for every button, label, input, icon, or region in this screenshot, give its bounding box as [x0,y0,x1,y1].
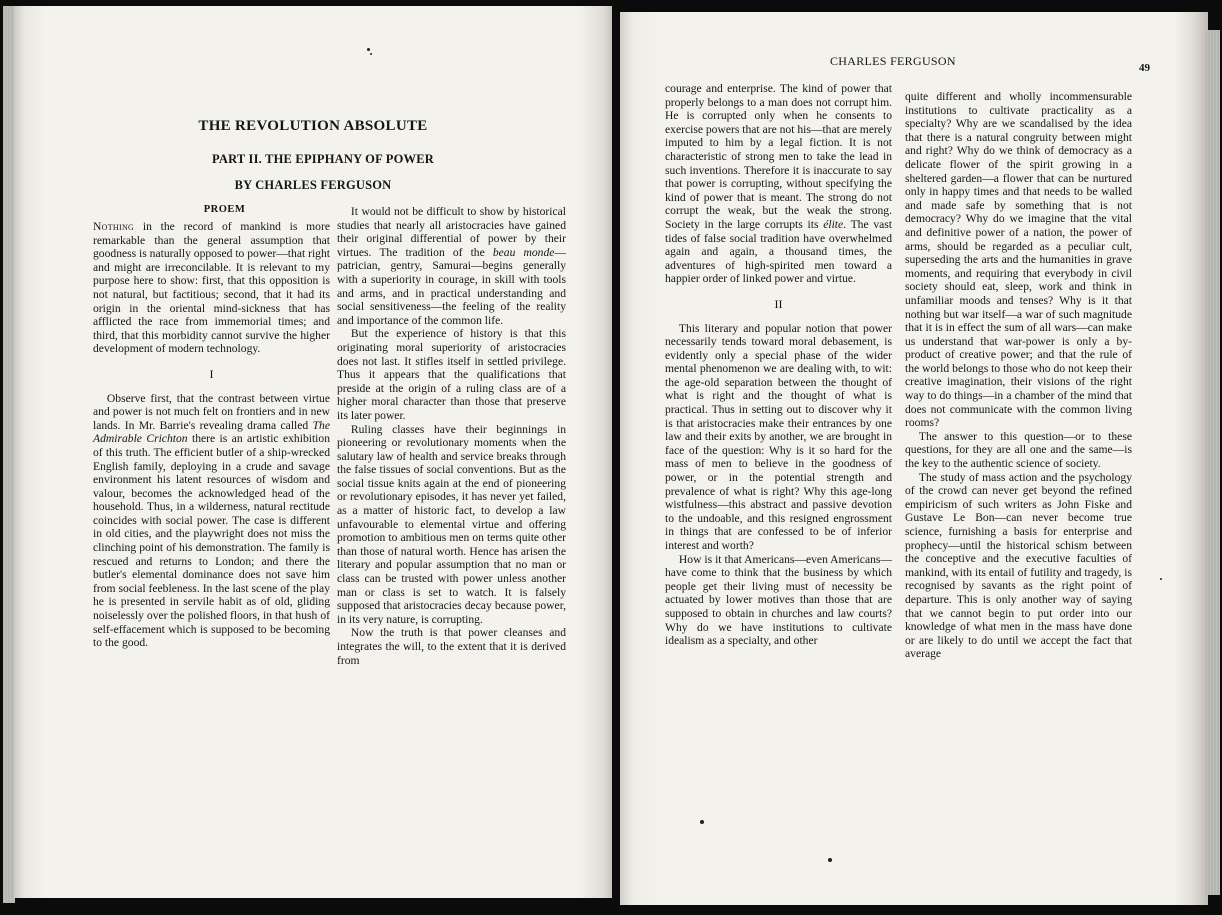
body-paragraph: The answer to this question—or to these questions, for they are all one and the same—is the key to the authentic science of society. [905,429,1132,471]
body-paragraph: How is it that Americans—even Americans—have come to think that the business by which people get their living must of necessity be actuated by lower motives than those that are supposed to obtain in churches and law courts? Why do we have institutions to cultivate idealism as a specialty, and other [665,552,892,648]
left-page [14,6,612,898]
article-title: THE REVOLUTION ABSOLUTE [198,118,428,134]
book-edge-right [1206,30,1220,895]
section-numeral-ii: II [774,296,783,311]
section-numeral-i: I [209,366,214,381]
running-head: CHARLES FERGUSON [830,54,956,68]
italic-phrase: beau monde [492,245,555,259]
article-byline: BY CHARLES FERGUSON [234,178,392,192]
italic-title: The Admirable Crichton [93,418,330,446]
print-speck [828,858,832,862]
body-paragraph: This literary and popular notion that power necessarily tends toward moral debasement, is evidently only a special phase of the wider mental phenomenon we are dealing with, to wit: the age-old separation between the thought of what is right and the thought of what is practical. Thus in setting out to discover why it is that aristocracies make their entrances by one law and their exits by another, we are brought in face of the question: Why is it so hard for the mass of men to believe in the goodness of power, or in the potential strength and prevalence of what is right? Why this age-long wistfulness—this abstract and passive devotion to the undoable, and this resigned engrossment in things that are confessed to be of inferior interest and worth? [665,321,892,552]
body-paragraph: The study of mass action and the psychology of the crowd can never get beyond the refined empiricism of such writers as John Fiske and Gustave Le Bon—can never become true science, furnishing a basis for enterprise and prophecy—until the historical schism between the conceptive and the executive faculties of mankind, with its entail of futility and tragedy, is recognised by savants as the right point of departure. This is only another way of saying that we cannot begin to put order into our knowledge of what men in the mass have done or are likely to do until we accept the fact that average [905,470,1132,661]
body-paragraph: But the experience of history is that this originating moral superiority of aristocracies does not last. It stifles itself in settled privilege. Thus it appears that the qualifications that preside at the origin of a ruling class are of a higher moral character than those that preserve its later power. [337,327,566,422]
body-paragraph: Observe first, that the contrast between virtue and power is not much felt on frontiers and in new lands. In Mr. Barrie's revealing drama called The Admirable Crichton there is an artistic exhibition of this truth. The efficient butler of a ship-wrecked English family, deploying in a crude and savage environment his latent resources of wisdom and valour, becomes the acknowledged head of the household. Thus, in a wilderness, natural rectitude coincides with social power. The case is different in old cities, and the playwright does not miss the clinching point of his demonstration. The family is rescued and returns to London; and there the butler's elemental dominance does not save him from social feebleness. In the last scene of the play he is presented in servile habit as of old, gliding noiselessly over the polished floors, in that hush of self-effacement which is supposed to be becoming to the good. [93,391,330,650]
left-column-2 [337,205,566,667]
right-column-1 [665,82,892,648]
body-paragraph: courage and enterprise. The kind of power that properly belongs to a man does not corrupt him. He is corrupted only when he consents to exercise powers that are not his—that are merely imputed to him by a legal fiction. It is not characteristic of strong men to take the lead in such inventions. Therefore it is inaccurate to say that power is corrupting, without specifying the kind of power that is meant. The strong do not corrupt the weak, but the weak the strong. Society in the large corrupts its élite. The vast tides of false social tradition have overwhelmed again and again, a thousand times, the adventures of high-spirited men toward a happier order of linked power and virtue. [665,82,893,286]
article-subtitle: PART II. THE EPIPHANY OF POWER [211,152,434,166]
body-paragraph: It would not be difficult to show by historical studies that nearly all aristocracies have gained their original differential of power by their virtues. The tradition of the beau monde—patrician, gentry, Samurai—begins generally with a superiority in courage, in skill with tools and arms, and in practical understanding and social sensitiveness—the feeling of the reality and importance of the common life. [337,205,566,327]
body-paragraph: quite different and wholly incommensurable institutions to cultivate practicality as a specialty? Why are we scandalised by the idea that there is a natural congruity between might and right? Why do we think of democracy as a delicate flower of the spirit growing in a sheltered garden—a flower that can be nurtured only in happy times and that needs to be walled and made safe by something that is not democracy? Why do we imagine that the vital and definitive power of a nation, the power of arms, should be regarded as a peculiar cult, superseding the arts and the humanities in grave moments, and requiring that everybody in civil society should eat, sleep, work and think in unfamiliar moods and tenses? Why is it that nothing but war itself—a war of such magnitude that it is in effect the sum of all wars—can make us understand that war-power is only a by-product of creative power; and that the rule of the world belongs to those who do not keep their creative imagination, their visions of the right way to do things—in a chamber of the mind that does not communicate with the common living rooms? [905,90,1132,430]
proem-paragraph: Nothing in the record of mankind is more remarkable than the general assumption that goodness is naturally opposed to power—that right and might are irreconcilable. It is relevant to my purpose here to show: first, that this opposition is not natural, but factitious; second, that it had its origin in the oriental mind-sickness that has afflicted the race from immemorial times; and third, that this morbidity cannot survive the higher development of modern technology. [93,220,330,356]
right-page [620,12,1208,905]
drop-word: Nothing [93,220,135,233]
print-speck [370,53,372,55]
proem-heading: PROEM [203,204,246,215]
body-paragraph: Ruling classes have their beginnings in pioneering or revolutionary moments when the salutary law of health and service breaks through the false tissues of social conventions. But as the social tissue knits again at the end of pioneering or revolutionary episodes, it has never yet failed, as a matter of historic fact, to develop a law unfavourable to elemental virtue and offering promotion to ambitious men on terms quite other than those of natural worth. Hence has arisen the literary and popular assumption that no man or class can be trusted with power unless another man or class is set to watch. It is falsely supposed that aristocracies decay because power, in its very nature, is corrupting. [337,422,566,626]
page-number: 49 [1139,62,1150,74]
print-speck [367,48,370,51]
right-column-2 [905,90,1132,661]
body-paragraph: Now the truth is that power cleanses and integrates the will, to the extent that it is derived from [337,626,566,667]
italic-word: élite [823,217,844,231]
print-speck [700,820,704,824]
print-speck [1160,578,1162,580]
left-column-1 [93,220,330,650]
